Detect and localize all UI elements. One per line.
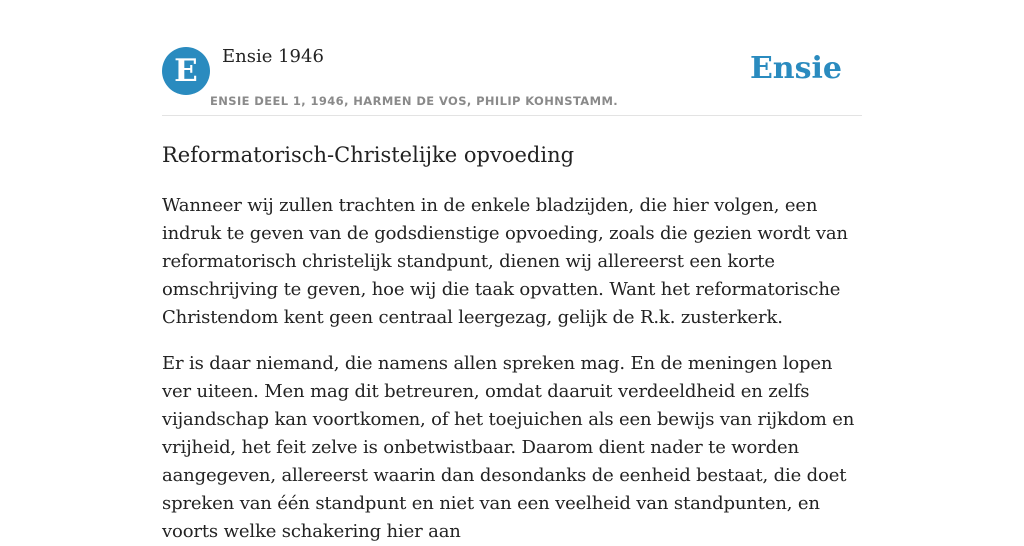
- article-title: Reformatorisch-Christelijke opvoeding: [162, 143, 575, 167]
- ensie-logo-icon[interactable]: E: [162, 47, 210, 95]
- source-meta: ENSIE DEEL 1, 1946, HARMEN DE VOS, PHILIP KOHNSTAMM.: [210, 94, 619, 108]
- header: [162, 0, 862, 116]
- article-paragraph: Er is daar niemand, die namens allen spreken mag. En de meningen lopen ver uiteen. Men mag dit betreuren, omdat daaruit verdeeldheid en zelfs vijandschap kan voortkomen, of het toejuichen als een bewijs van rijkdom en vrijheid, het feit zelve is onbetwistbaar. Daarom dient nader te worden aangegeven, allereerst waarin dan desondanks de eenheid bestaat, die doet spreken van één standpunt en niet van een veelheid van standpunten, en voorts welke schakering hier aan: [162, 353, 855, 542]
- content-container: [162, 0, 862, 546]
- article-paragraph: Wanneer wij zullen trachten in de enkele bladzijden, die hier volgen, een indruk te geven van de godsdienstige opvoeding, zoals die gezien wordt van reformatorisch christelijk standpunt, dienen wij allereerst een korte omschrijving te geven, hoe wij die taak opvatten. Want het reformatorische Christendom kent geen centraal leergezag, gelijk de R.k. zusterkerk.: [162, 195, 848, 328]
- brand-logo[interactable]: Ensie: [749, 51, 842, 86]
- source-title[interactable]: Ensie 1946: [222, 46, 324, 67]
